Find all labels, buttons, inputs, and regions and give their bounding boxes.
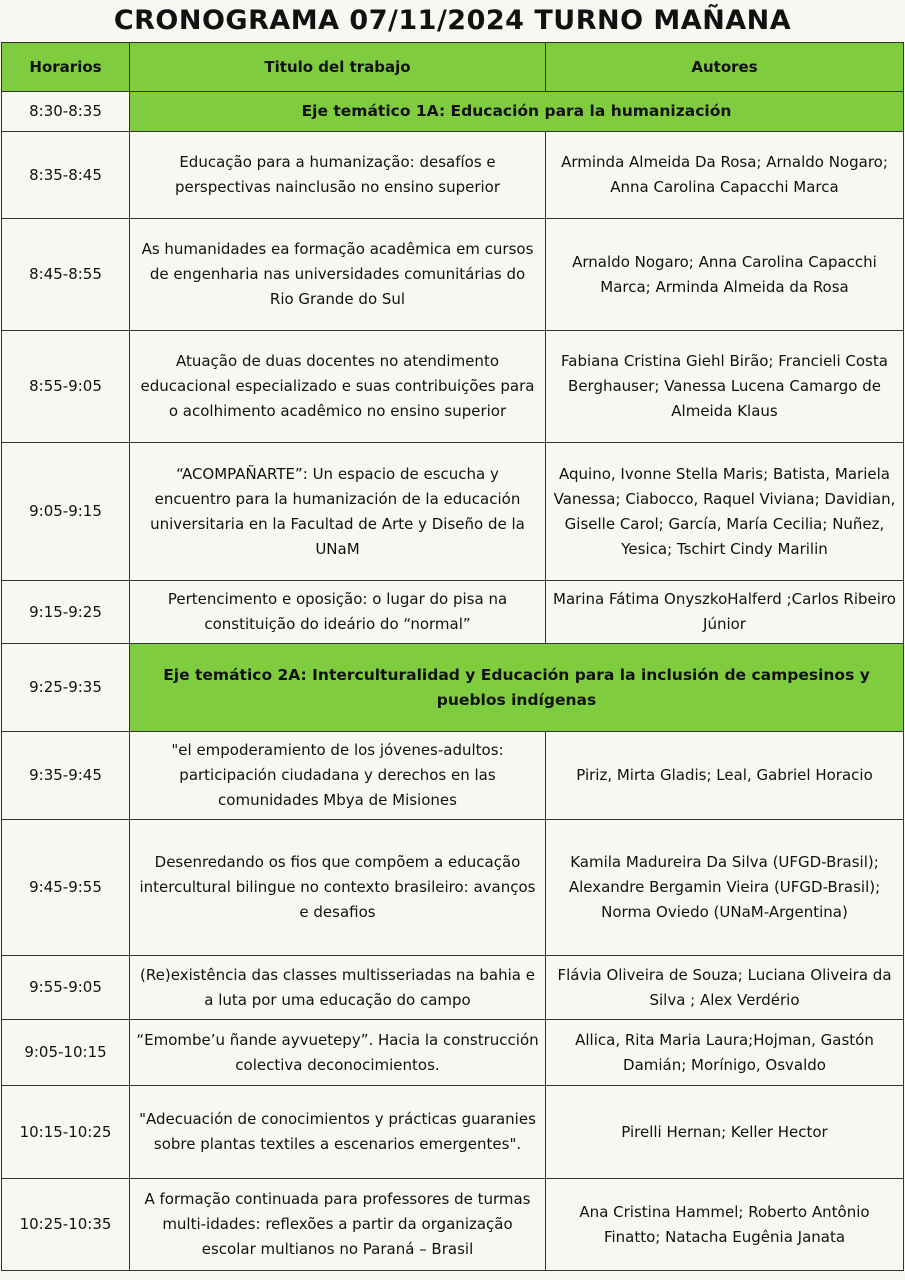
row-time: 10:25-10:35 (2, 1179, 130, 1271)
row-title: "el empoderamiento de los jóvenes-adultos: participación ciudadana y derechos en las comunidades Mbya de Misiones (130, 732, 546, 820)
row-time: 9:45-9:55 (2, 820, 130, 956)
row-time: 8:35-8:45 (2, 132, 130, 219)
row-title: Atuação de duas docentes no atendimento educacional especializado e suas contribuições para o acolhimento acadêmico no ensino superior (130, 331, 546, 443)
row-authors: Arnaldo Nogaro; Anna Carolina Capacchi Marca; Arminda Almeida da Rosa (546, 219, 904, 331)
thematic-axis: Eje temático 1A: Educación para la humanización (130, 92, 904, 132)
header-title: Titulo del trabajo (130, 43, 546, 92)
table-row (2, 956, 904, 1020)
row-authors: Pirelli Hernan; Keller Hector (546, 1086, 904, 1179)
table-row (2, 219, 904, 331)
row-authors: Piriz, Mirta Gladis; Leal, Gabriel Horacio (546, 732, 904, 820)
table-row (2, 132, 904, 219)
row-title: Desenredando os fios que compõem a educação intercultural bilingue no contexto brasileiro: avanços e desafios (130, 820, 546, 956)
row-time: 9:05-9:15 (2, 443, 130, 581)
row-authors: Aquino, Ivonne Stella Maris; Batista, Mariela Vanessa; Ciabocco, Raquel Viviana; Davidian, Giselle Carol; García, María Cecilia; Nuñez, Yesica; Tschirt Cindy Marilin (546, 443, 904, 581)
header-authors: Autores (546, 43, 904, 92)
row-time: 9:35-9:45 (2, 732, 130, 820)
row-title: Educação para a humanização: desafíos e perspectivas nainclusão no ensino superior (130, 132, 546, 219)
table-row (2, 581, 904, 644)
table-header-row (2, 43, 904, 92)
row-authors: Kamila Madureira Da Silva (UFGD-Brasil); Alexandre Bergamin Vieira (UFGD-Brasil); Norma Oviedo (UNaM-Argentina) (546, 820, 904, 956)
axis-row (2, 92, 904, 132)
row-title: (Re)existência das classes multisseriadas na bahia e a luta por uma educação do campo (130, 956, 546, 1020)
row-time: 9:25-9:35 (2, 644, 130, 732)
row-title: "Adecuación de conocimientos y prácticas guaranies sobre plantas textiles a escenarios emergentes". (130, 1086, 546, 1179)
header-time: Horarios (2, 43, 130, 92)
table-row (2, 820, 904, 956)
table-row (2, 1020, 904, 1086)
schedule-table (1, 42, 904, 1271)
row-title: Pertencimento e oposição: o lugar do pisa na constituição do ideário do “normal” (130, 581, 546, 644)
row-time: 9:05-10:15 (2, 1020, 130, 1086)
row-authors: Marina Fátima OnyszkoHalferd ;Carlos Ribeiro Júnior (546, 581, 904, 644)
axis-row (2, 644, 904, 732)
row-time: 8:55-9:05 (2, 331, 130, 443)
page-title: CRONOGRAMA 07/11/2024 TURNO MAÑANA (113, 5, 792, 36)
row-title: A formação continuada para professores de turmas multi-idades: reflexões a partir da organização escolar multianos no Paraná – Brasil (130, 1179, 546, 1271)
row-authors: Flávia Oliveira de Souza; Luciana Oliveira da Silva ; Alex Verdério (546, 956, 904, 1020)
table-row (2, 331, 904, 443)
table-row (2, 732, 904, 820)
row-authors: Ana Cristina Hammel; Roberto Antônio Finatto; Natacha Eugênia Janata (546, 1179, 904, 1271)
table-row (2, 1179, 904, 1271)
row-time: 10:15-10:25 (2, 1086, 130, 1179)
table-row (2, 1086, 904, 1179)
row-time: 8:30-8:35 (2, 92, 130, 132)
row-authors: Arminda Almeida Da Rosa; Arnaldo Nogaro; Anna Carolina Capacchi Marca (546, 132, 904, 219)
row-time: 8:45-8:55 (2, 219, 130, 331)
row-time: 9:55-9:05 (2, 956, 130, 1020)
thematic-axis: Eje temático 2A: Interculturalidad y Educación para la inclusión de campesinos y pueblos indígenas (130, 644, 904, 732)
row-title: As humanidades ea formação acadêmica em cursos de engenharia nas universidades comunitárias do Rio Grande do Sul (130, 219, 546, 331)
row-authors: Fabiana Cristina Giehl Birão; Francieli Costa Berghauser; Vanessa Lucena Camargo de Almeida Klaus (546, 331, 904, 443)
row-title: “ACOMPAÑARTE”: Un espacio de escucha y encuentro para la humanización de la educación universitaria en la Facultad de Arte y Diseño de la UNaM (130, 443, 546, 581)
table-row (2, 443, 904, 581)
row-authors: Allica, Rita Maria Laura;Hojman, Gastón Damián; Morínigo, Osvaldo (546, 1020, 904, 1086)
row-time: 9:15-9:25 (2, 581, 130, 644)
row-title: “Emombe’u ñande ayvuetepy”. Hacia la construcción colectiva deconocimientos. (130, 1020, 546, 1086)
